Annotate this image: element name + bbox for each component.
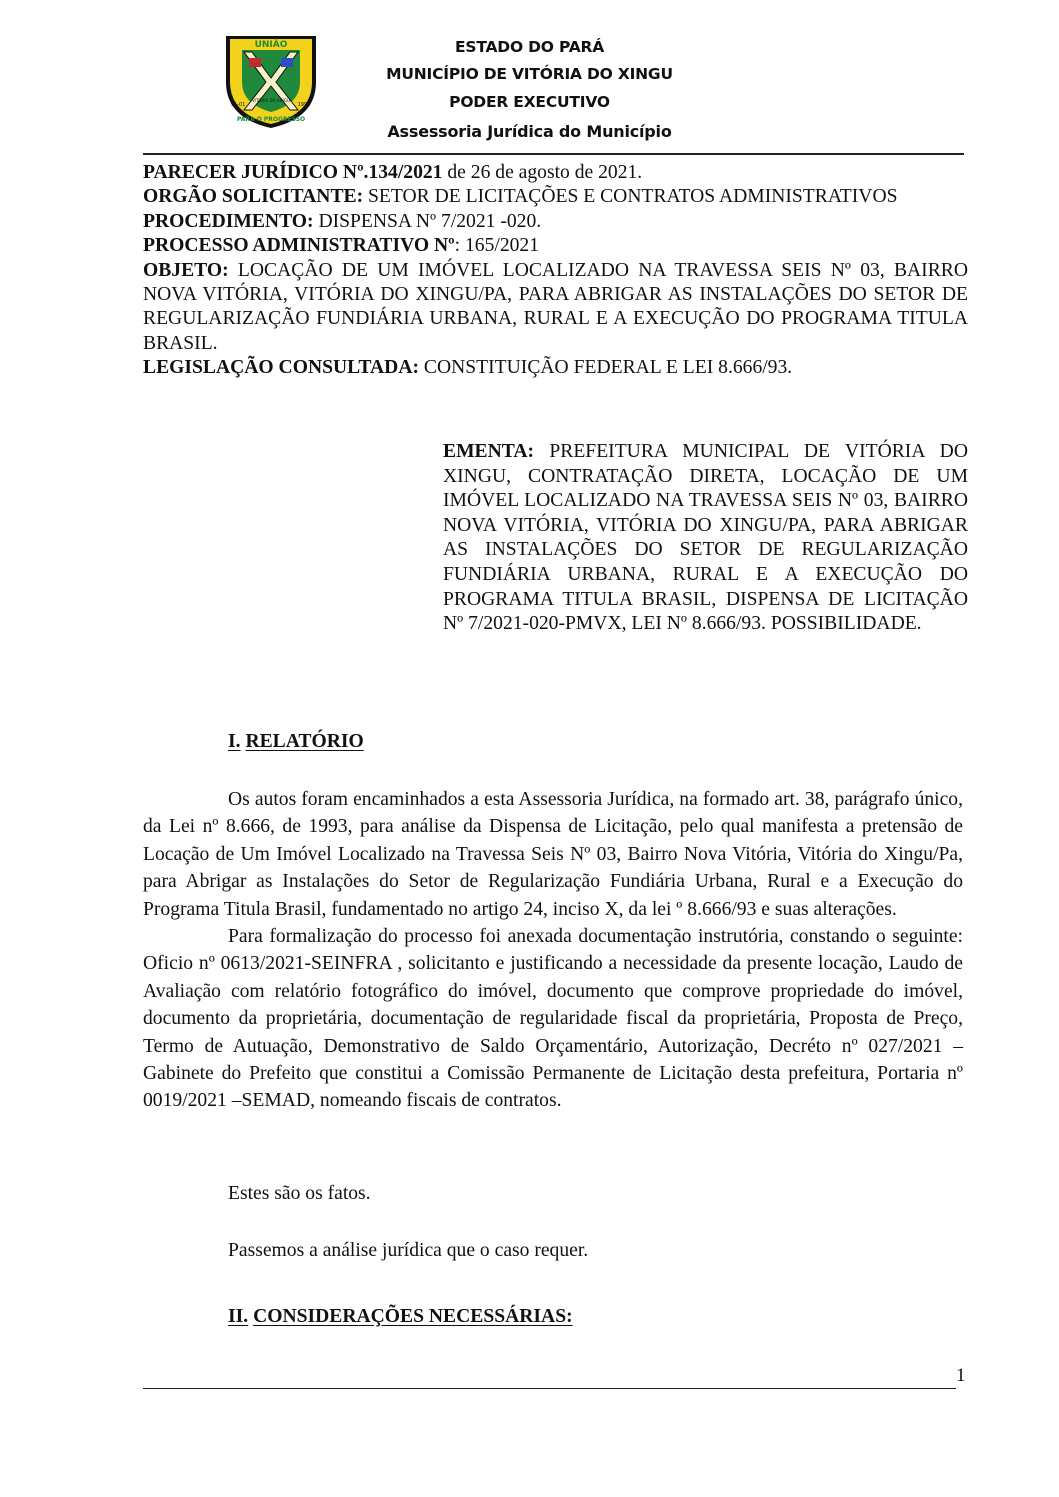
ementa-label: EMENTA: (443, 441, 535, 462)
seal-inner-text: VITÓRIA DO XINGU (252, 98, 290, 103)
relatorio-body (143, 786, 963, 1115)
seal-year-right: 1993 (297, 102, 311, 108)
header-department: Assessoria Jurídica do Município (387, 122, 672, 141)
parecer-line: PARECER JURÍDICO Nº.134/2021 de 26 de agosto de 2021. (143, 162, 643, 183)
seal-text-bottom: PARA O PROGRESSO (236, 116, 306, 123)
relatorio-paragraph-4: Passemos a análise jurídica que o caso requer. (228, 1240, 589, 1261)
section-heading-consideracoes: II. CONSIDERAÇÕES NECESSÁRIAS: (228, 1306, 573, 1327)
page-number: 1 (956, 1365, 966, 1386)
ementa-block (443, 440, 968, 637)
section-heading-relatorio: I. RELATÓRIO (228, 731, 364, 752)
processo-line: PROCESSO ADMINISTRATIVO Nº: 165/2021 (143, 235, 540, 257)
footer-divider (143, 1388, 956, 1389)
relatorio-paragraph-2: Para formalização do processo foi anexada documentação instrutória, constando o seguinte: Oficio nº 0613/2021-SEINFRA , solicitanto e justificando a necessidade da presente locação, Laudo de Avaliação com relatório fotográfico do imóvel, documento que comprove propriedade do imóvel, documento da proprietária, documentação de regularidade fiscal da proprietária, Proposta de Preço, Termo de Autuação, Demonstrativo de Saldo Orçamentário, Autorização, Decréto nº 027/2021 – Gabinete do Prefeito que constitui a Comissão Permanente de Licitação desta prefeitura, Portaria nº 0019/2021 –SEMAD, nomeando fiscais de contratos. (143, 926, 963, 1112)
seal-text-top: UNIÃO (254, 40, 288, 50)
header-branch: PODER EXECUTIVO (449, 93, 610, 111)
relatorio-paragraph-3: Estes são os fatos. (228, 1183, 371, 1204)
header-municipality: MUNICÍPIO DE VITÓRIA DO XINGU (386, 65, 673, 83)
orgao-line: ORGÃO SOLICITANTE: SETOR DE LICITAÇÕES E CONTRATOS ADMINISTRATIVOS (143, 186, 898, 208)
objeto-line: OBJETO: LOCAÇÃO DE UM IMÓVEL LOCALIZADO NA TRAVESSA SEIS Nº 03, BAIRRO NOVA VITÓRIA, VITÓRIA DO XINGU/PA, PARA ABRIGAR AS INSTALAÇÕES DO SETOR DE REGULARIZAÇÃO FUNDIÁRIA URBANA, RURAL E A EXECUÇÃO DO PROGRAMA TITULA BRASIL. (143, 259, 968, 354)
legislacao-line: LEGISLAÇÃO CONSULTADA: CONSTITUIÇÃO FEDERAL E LEI 8.666/93. (143, 357, 793, 379)
relatorio-paragraph-1: Os autos foram encaminhados a esta Assessoria Jurídica, na formado art. 38, parágrafo único, da Lei nº 8.666, de 1993, para análise da Dispensa de Licitação, pelo qual manifesta a pretensão de Locação de Um Imóvel Localizado na Travessa Seis Nº 03, Bairro Nova Vitória, Vitória do Xingu/Pa, para Abrigar as Instalações do Setor de Regularização Fundiária Urbana, Rural e a Execução do Programa Titula Brasil, fundamentado no artigo 24, inciso X, da lei º 8.666/93 e suas alterações. (143, 789, 963, 920)
document-metadata (143, 161, 968, 381)
ementa-text: PREFEITURA MUNICIPAL DE VITÓRIA DO XINGU, CONTRATAÇÃO DIRETA, LOCAÇÃO DE UM IMÓVEL LOCALIZADO NA TRAVESSA SEIS Nº 03, BAIRRO NOVA VITÓRIA, VITÓRIA DO XINGU/PA, PARA ABRIGAR AS INSTALAÇÕES DO SETOR DE REGULARIZAÇÃO FUNDIÁRIA URBANA, RURAL E A EXECUÇÃO DO PROGRAMA TITULA BRASIL, DISPENSA DE LICITAÇÃO Nº 7/2021-020-PMVX, LEI Nº 8.666/93. POSSIBILIDADE. (443, 441, 968, 635)
seal-year-left: 91-01 (230, 102, 246, 108)
header-state: ESTADO DO PARÁ (454, 38, 605, 56)
procedimento-line: PROCEDIMENTO: DISPENSA Nº 7/2021 -020. (143, 210, 542, 232)
header-divider (143, 153, 964, 155)
